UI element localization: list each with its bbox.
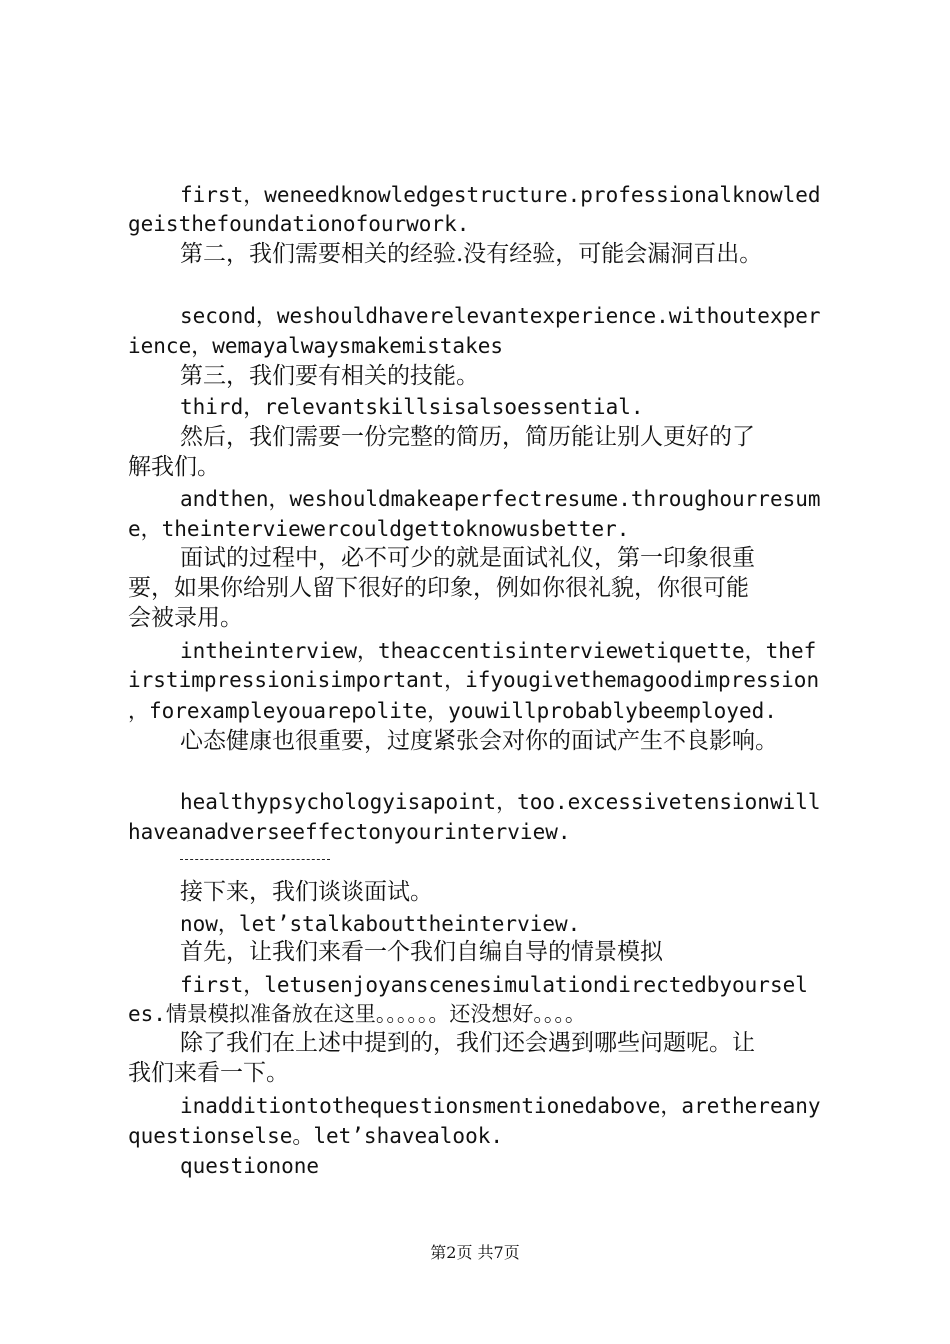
text-line: third，relevantskillsisalsoessential. (180, 395, 644, 419)
text-line: 第二，我们需要相关的经验.没有经验，可能会漏洞百出。 (180, 241, 763, 267)
text-line: andthen，weshouldmakeaperfectresume.throughourresum (180, 487, 821, 511)
text-line: inadditiontothequestionsmentionedabove，arethereany (180, 1094, 821, 1118)
text-line: questionone (180, 1154, 320, 1178)
text-line: 解我们。 (128, 454, 220, 480)
text-line: 首先，让我们来看一个我们自编自导的情景模拟 (180, 939, 663, 965)
text-line: ience，wemayalwaysmakemistakes (128, 334, 504, 358)
text-line: second，weshouldhaverelevantexperience.withoutexper (180, 304, 821, 328)
text-line: questionselse。let’shavealook. (128, 1124, 504, 1148)
text-line: intheinterview，theaccentisinterviewetiquette，thef (180, 639, 817, 663)
text-line: 会被录用。 (128, 605, 243, 631)
text-line: ，forexampleyouarepolite，youwillprobablybeemployed. (128, 699, 777, 723)
text-line: first，letusenjoyanscenesimulationdirectedbyoursel (180, 973, 808, 997)
text-line: 接下来，我们谈谈面试。 (180, 879, 433, 905)
text-line: healthypsychologyisapoint，too.excessivetensionwill (180, 790, 821, 814)
text-line: 我们来看一下。 (128, 1060, 289, 1086)
text-line: now，let’stalkabouttheinterview. (180, 912, 581, 936)
dashed-separator (180, 859, 330, 860)
text-line: haveanadverseeffectonyourinterview. (128, 820, 571, 844)
page-footer: 第2页 共7页 (430, 1243, 520, 1262)
text-line: 心态健康也很重要，过度紧张会对你的面试产生不良影响。 (180, 728, 778, 754)
text-line: 第三，我们要有相关的技能。 (180, 363, 479, 389)
text-line: 面试的过程中，必不可少的就是面试礼仪，第一印象很重 (180, 545, 755, 571)
text-line: first，weneedknowledgestructure.professionalknowled (180, 183, 821, 207)
text-line: e，theinterviewercouldgettoknowusbetter. (128, 517, 630, 541)
text-line: irstimpressionisimportant，ifyougivethemagoodimpression (128, 668, 820, 692)
text-line: 除了我们在上述中提到的，我们还会遇到哪些问题呢。让 (180, 1030, 755, 1056)
text-line: 然后，我们需要一份完整的简历，简历能让别人更好的了 (180, 424, 755, 450)
text-line: 要，如果你给别人留下很好的印象，例如你很礼貌，你很可能 (128, 575, 749, 601)
text-line: es.情景模拟准备放在这里。。。。。。还没想好。。。。 (128, 1002, 586, 1026)
text-line: geisthefoundationofourwork. (128, 212, 470, 236)
